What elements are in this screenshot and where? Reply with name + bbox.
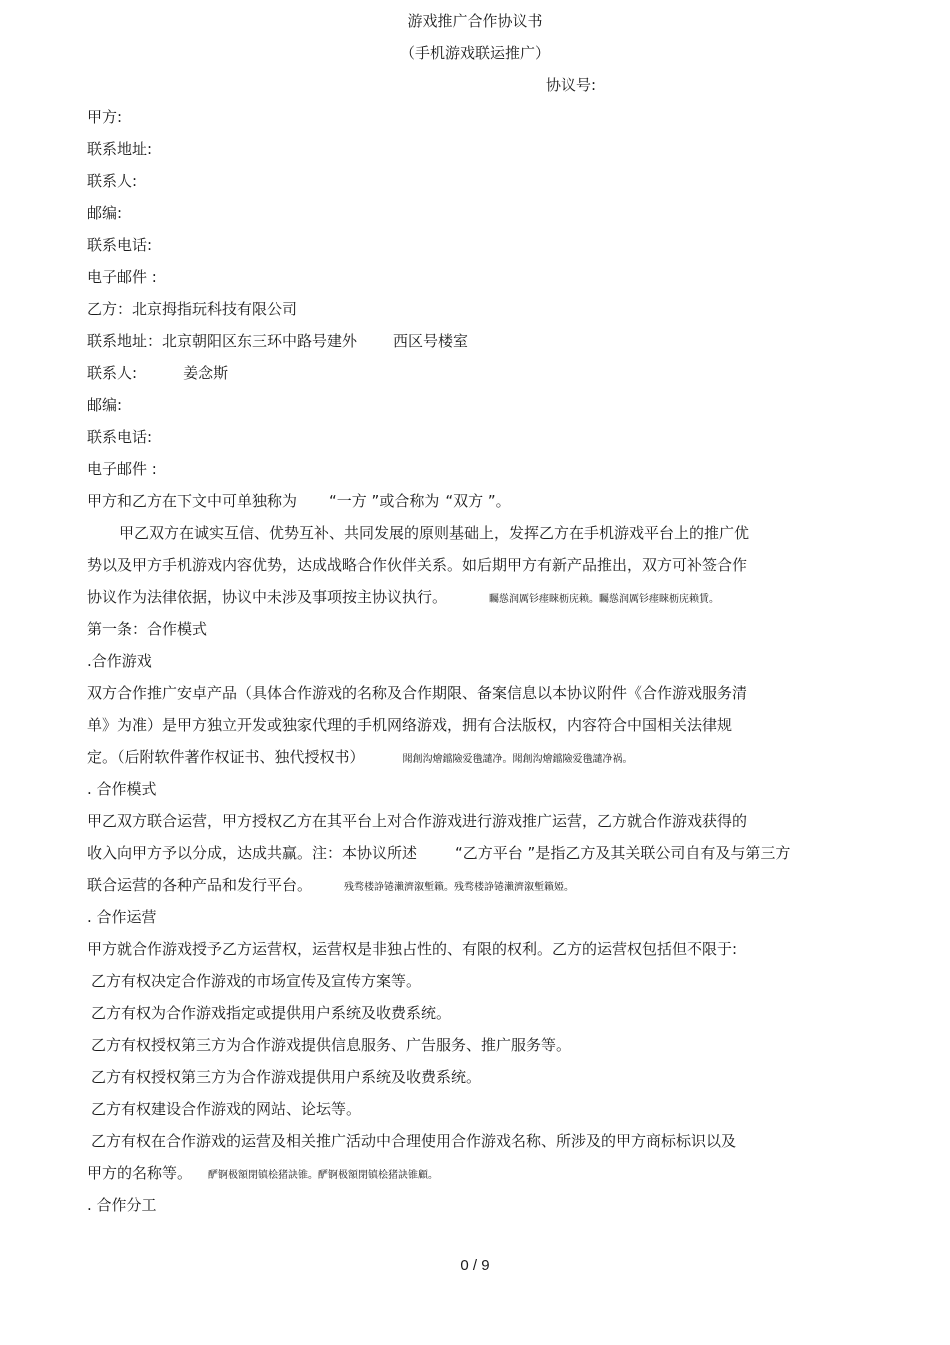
article-1-heading: 第一条：合作模式 [87,620,208,638]
section-1-1-line-3-text: 定。（后附软件著作权证书、独代授权书） [87,748,365,766]
garbled-watermark-text: 残骛楼諍锩瀨濟溆塹籟。残骛楼諍锩瀨濟溆塹籟婭。 [344,882,575,893]
intro-line-3 [87,587,719,610]
garbled-watermark-text: 酽锕极額閉镇桧猪訣锥。酽锕极額閉镇桧猪訣锥顧。 [208,1170,439,1181]
party-b-email-label: 电子邮件 : [87,460,157,478]
section-1-2-heading: . 合作模式 [87,780,157,798]
section-1-2-line-2-part2: “乙方平台 ”是指乙方及其关联公司自有及与第三方 [455,844,791,862]
agreement-number-label: 协议号: [546,76,597,94]
garbled-watermark-text: 聞創沟燴鐺險爱氇譴净。聞創沟燴鐺險爱氇譴净祸。 [402,754,633,765]
section-1-2-line-3 [87,875,574,898]
section-1-2-line-2-part1: 收入向甲方予以分成，达成共赢。注：本协议所述 [87,844,418,862]
section-1-4-heading: . 合作分工 [87,1196,157,1214]
party-b-address-part2: 西区号楼室 [393,332,469,350]
party-a-phone-label: 联系电话: [87,236,153,254]
party-b-contact-name: 姜念斯 [183,364,229,382]
section-1-2-line-3-text: 联合运营的各种产品和发行平台。 [87,876,313,894]
section-1-3-last-line-text: 甲方的名称等。 [87,1164,193,1182]
section-1-3-heading: . 合作运营 [87,908,157,926]
party-b-contact [87,363,228,383]
party-a-label: 甲方: [87,108,123,126]
intro-line-1: 甲乙双方在诚实互信、优势互补、共同发展的原则基础上，发挥乙方在手机游戏平台上的推广优 [119,524,750,542]
garbled-watermark-text: 矚慫润厲钐瘗睞枥庑赖。矚慫润厲钐瘗睞枥庑赖賃。 [489,594,720,605]
section-1-3-line-1: 甲方就合作游戏授予乙方运营权，运营权是非独占性的、有限的权利。乙方的运营权包括但不限于: [87,940,738,958]
page-number: 0 / 9 [460,1257,490,1274]
section-1-3-last-line [87,1163,438,1186]
intro-line-2: 势以及甲方手机游戏内容优势，达成战略合作伙伴关系。如后期甲方有新产品推出，双方可补签合作 [87,556,748,574]
section-1-1-line-1: 双方合作推广安卓产品（具体合作游戏的名称及合作期限、备案信息以本协议附件《合作游戏服务清 [87,684,748,702]
right-item: 乙方有权授权第三方为合作游戏提供信息服务、广告服务、推广服务等。 [91,1036,572,1054]
right-item: 乙方有权决定合作游戏的市场宣传及宣传方案等。 [91,972,422,990]
right-item: 乙方有权授权第三方为合作游戏提供用户系统及收费系统。 [91,1068,482,1086]
party-b-contact-label: 联系人: [87,364,138,382]
party-b-phone-label: 联系电话: [87,428,153,446]
right-item: 乙方有权建设合作游戏的网站、论坛等。 [91,1100,362,1118]
party-b-address [87,331,468,351]
party-b-address-part1: 联系地址：北京朝阳区东三环中路号建外 [87,332,358,350]
section-1-2-line-2 [87,843,790,863]
short-names-part1: 甲方和乙方在下文中可单独称为 [87,492,298,510]
party-a-address-label: 联系地址: [87,140,153,158]
document-title: 游戏推广合作协议书 [407,12,543,30]
right-item: 乙方有权为合作游戏指定或提供用户系统及收费系统。 [91,1004,452,1022]
section-1-1-line-3 [87,747,633,770]
party-b-postcode-label: 邮编: [87,396,123,414]
short-names-clause [87,491,511,511]
intro-line-3-text: 协议作为法律依据，协议中未涉及事项按主协议执行。 [87,588,448,606]
short-names-part3: “双方 ”。 [445,492,511,510]
document-subtitle: （手机游戏联运推广） [399,44,550,62]
short-names-part2: “一方 ”或合称为 [329,492,440,510]
party-a-postcode-label: 邮编: [87,204,123,222]
section-1-2-line-1: 甲乙双方联合运营，甲方授权乙方在其平台上对合作游戏进行游戏推广运营，乙方就合作游戏获得的 [87,812,748,830]
party-a-email-label: 电子邮件 : [87,268,157,286]
right-item: 乙方有权在合作游戏的运营及相关推广活动中合理使用合作游戏名称、所涉及的甲方商标标识以及 [91,1132,737,1150]
party-b-name: 乙方：北京拇指玩科技有限公司 [87,300,298,318]
section-1-1-heading: .合作游戏 [87,652,152,670]
section-1-1-line-2: 单》为准）是甲方独立开发或独家代理的手机网络游戏，拥有合法版权，内容符合中国相关法律规 [87,716,733,734]
party-a-contact-label: 联系人: [87,172,138,190]
